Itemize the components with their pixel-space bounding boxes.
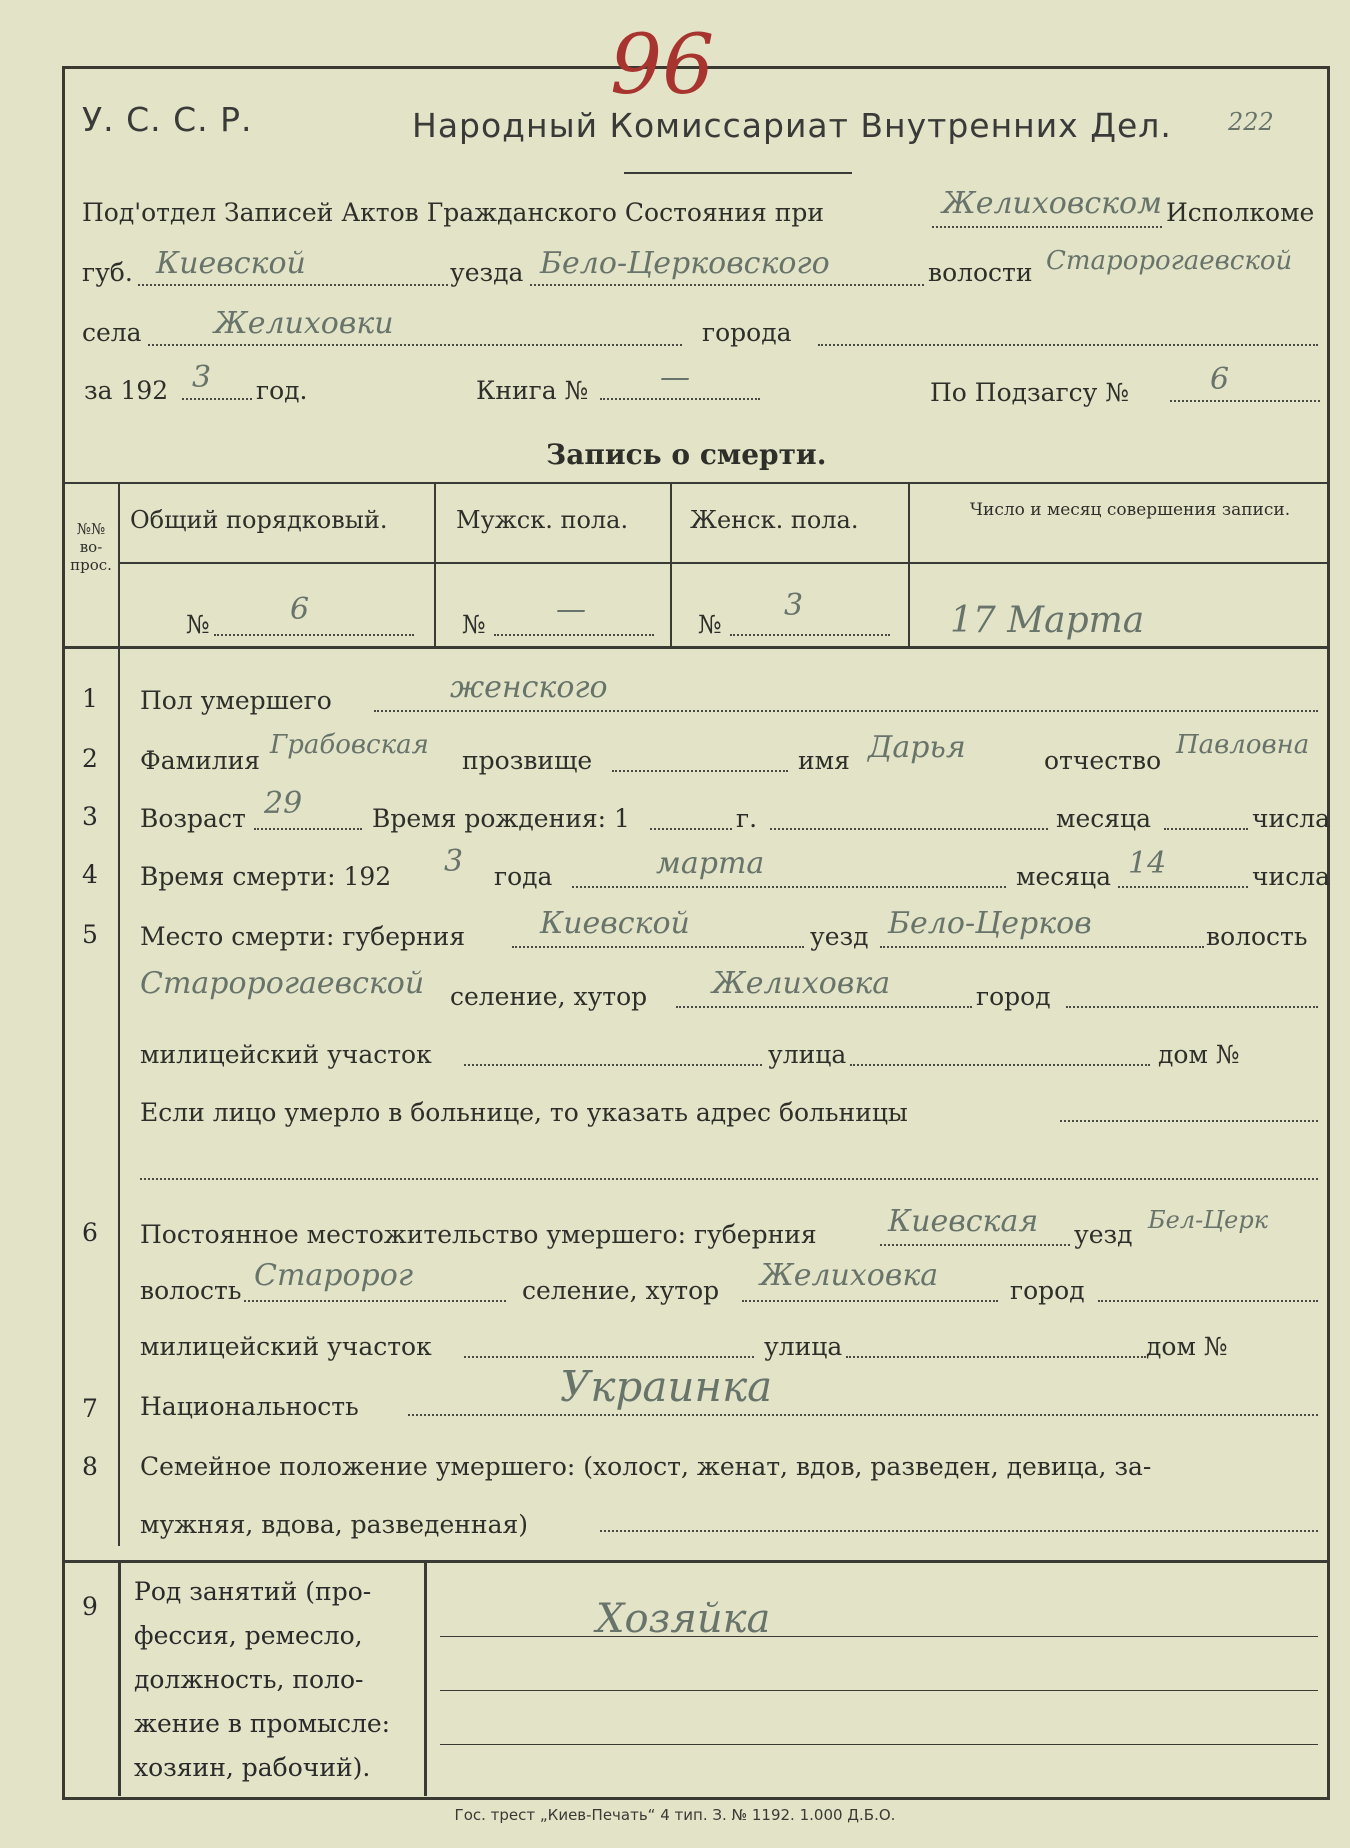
table-mid-line (118, 562, 1328, 564)
date-value: 17 Марта (950, 600, 1145, 641)
q6-label: Постоянное местожительство умершего: губерния (140, 1220, 817, 1249)
q6-militia-line (464, 1356, 754, 1358)
q5-uezd-line (880, 946, 1204, 948)
q5-gub-value: Киевской (540, 906, 690, 941)
q4-year-word: года (494, 862, 553, 891)
q3-age-line (254, 828, 362, 830)
q6-gub-value: Киевская (888, 1204, 1039, 1239)
year-line (182, 398, 252, 400)
row-number-8: 8 (82, 1452, 98, 1481)
q9-line1: Род занятий (про- (134, 1577, 372, 1606)
row-number-2: 2 (82, 744, 98, 773)
q6-house-label: дом № (1146, 1332, 1228, 1361)
q5-uezd-value: Бело-Церков (888, 906, 1092, 941)
q5-militia-line (464, 1064, 762, 1066)
volost-label: волости (928, 258, 1033, 287)
q6-uezd-label: уезд (1074, 1220, 1133, 1249)
q5-house-label: дом № (1158, 1040, 1240, 1069)
q8-line2: мужняя, вдова, разведенная) (140, 1510, 529, 1539)
column-divider-male (670, 482, 672, 646)
table-top-line (64, 482, 1328, 484)
q3-g: г. (736, 804, 758, 833)
subdept-label: Под'отдел Записей Актов Гражданского Состояния при (82, 198, 825, 227)
q2-name-label: имя (798, 746, 850, 775)
row-number-5: 5 (82, 920, 98, 949)
q5-street-label: улица (768, 1040, 847, 1069)
q6-village-label: селение, хутор (522, 1276, 720, 1305)
gub-line (138, 284, 448, 286)
q9-num-divider (118, 1560, 121, 1796)
q6-volost-line (244, 1300, 506, 1302)
book-label: Книга № (476, 376, 589, 405)
q9-line4: жение в промысле: (134, 1709, 391, 1738)
q4-month-value: марта (656, 846, 765, 881)
female-no-sign: № (698, 610, 722, 639)
volost-value: Старорогаевской (1046, 246, 1293, 276)
q9-line5: хозяин, рабочий). (134, 1753, 371, 1782)
selo-line (148, 344, 682, 346)
q4-year-value: 3 (444, 844, 464, 879)
q2-surname-value: Грабовская (270, 730, 429, 760)
q3-birth-line (650, 828, 732, 830)
q4-day-label: числа (1252, 862, 1330, 891)
q7-value: Украинка (560, 1362, 773, 1411)
q3-age-label: Возраст (140, 804, 246, 833)
male-value: — (556, 592, 586, 627)
q5-militia-label: милицейский участок (140, 1040, 432, 1069)
gub-value: Киевской (156, 246, 306, 281)
q5-city-label: город (976, 982, 1051, 1011)
q8-line1: Семейное положение умершего: (холост, женат, вдов, разведен, девица, за- (140, 1452, 1152, 1481)
commissariat-title: Народный Комиссариат Внутренних Дел. (412, 106, 1172, 145)
col-num-header: №№ во-прос. (70, 520, 112, 574)
q1-label: Пол умершего (140, 686, 332, 715)
q6-uezd-value: Бел-Церк (1148, 1206, 1269, 1234)
q7-line (408, 1414, 1318, 1416)
book-line (600, 398, 760, 400)
q5-hospital-label: Если лицо умерло в больнице, то указать адрес больницы (140, 1098, 908, 1127)
q5-volost-label: волость (1206, 922, 1308, 951)
row-number-1: 1 (82, 684, 98, 713)
column-divider-general (434, 482, 436, 646)
q5-hospital-line-2 (140, 1178, 1318, 1180)
q4-day-value: 14 (1128, 846, 1167, 881)
q6-street-label: улица (764, 1332, 843, 1361)
q4-month-label: месяца (1016, 862, 1111, 891)
q9-writing-line-2 (440, 1690, 1318, 1691)
subregistry-label: По Подзагсу № (930, 378, 1129, 407)
q5-street-line (850, 1064, 1150, 1066)
year-suffix: год. (256, 376, 308, 405)
uezd-value: Бело-Церковского (540, 246, 830, 281)
uezd-label: уезда (450, 258, 524, 287)
q9-writing-line-1 (440, 1636, 1318, 1637)
q5-village-label: селение, хутор (450, 982, 648, 1011)
q4-day-line (1118, 886, 1248, 888)
q6-village-value: Желиховка (760, 1258, 939, 1293)
corner-note: 222 (1228, 108, 1274, 136)
q2-patronymic-value: Павловна (1176, 730, 1310, 760)
female-line (730, 634, 890, 636)
male-no-sign: № (462, 610, 486, 639)
col-general-header: Общий порядковый. (130, 506, 388, 534)
q1-value: женского (450, 670, 608, 705)
q5-village-value: Желиховка (712, 966, 891, 1001)
q6-volost-label: волость (140, 1276, 242, 1305)
gorod-label: города (702, 318, 792, 347)
q9-top-line (64, 1560, 1328, 1563)
q3-day-line (1164, 828, 1248, 830)
year-value: 3 (192, 360, 212, 395)
q6-city-label: город (1010, 1276, 1085, 1305)
row-number-7: 7 (82, 1394, 98, 1423)
q5-volost-value: Старорогаевской (140, 966, 425, 1001)
q8-line (600, 1530, 1318, 1532)
q3-month-label: месяца (1056, 804, 1151, 833)
q9-line3: должность, поло- (134, 1665, 364, 1694)
q3-day-label: числа (1252, 804, 1330, 833)
q6-militia-label: милицейский участок (140, 1332, 432, 1361)
q6-city-line (1098, 1300, 1318, 1302)
q2-patronymic-label: отчество (1044, 746, 1162, 775)
q7-label: Национальность (140, 1392, 359, 1421)
row-number-6: 6 (82, 1218, 98, 1247)
col-date-header: Число и месяц совершения записи. (969, 500, 1291, 520)
q4-month-line (572, 886, 1006, 888)
general-value: 6 (290, 592, 310, 627)
column-divider-num (118, 482, 120, 1546)
q3-birthmonth-line (770, 828, 1048, 830)
q9-label-divider (424, 1560, 427, 1796)
q6-street-line (846, 1356, 1146, 1358)
q5-city-line (1066, 1006, 1318, 1008)
q5-label: Место смерти: губерния (140, 922, 466, 951)
gub-label: губ. (82, 258, 133, 287)
column-divider-female (908, 482, 910, 646)
q5-village-line (676, 1006, 972, 1008)
q3-birth-label: Время рождения: 1 (372, 804, 630, 833)
printer-footer: Гос. трест „Киев-Печать“ 4 тип. З. № 1192. 1.000 Д.Б.О. (454, 1806, 896, 1824)
q3-age-value: 29 (264, 786, 303, 821)
subdept-line (932, 226, 1162, 228)
q6-volost-value: Старорог (254, 1258, 413, 1293)
subdept-value: Желиховском (942, 186, 1162, 221)
ussr-title: У. С. С. Р. (82, 100, 253, 139)
col-female-header: Женск. пола. (690, 506, 859, 534)
q5-hospital-line (1060, 1120, 1318, 1122)
q6-village-line (742, 1300, 998, 1302)
female-value: 3 (784, 588, 804, 623)
q9-line2: фессия, ремесло, (134, 1621, 363, 1650)
q2-surname-label: Фамилия (140, 746, 261, 775)
record-title: Запись о смерти. (546, 438, 827, 471)
row-number-3: 3 (82, 802, 98, 831)
q4-label: Время смерти: 192 (140, 862, 392, 891)
executive-label: Исполкоме (1166, 198, 1315, 227)
gorod-line (818, 344, 1318, 346)
q5-uezd-label: уезд (810, 922, 869, 951)
q5-gub-line (512, 946, 804, 948)
general-no-sign: № (186, 610, 210, 639)
book-value: — (660, 360, 690, 395)
q9-value: Хозяйка (596, 1596, 771, 1642)
q9-writing-line-3 (440, 1744, 1318, 1745)
col-male-header: Мужск. пола. (456, 506, 629, 534)
selo-label: села (82, 318, 142, 347)
q2-name-value: Дарья (868, 730, 966, 765)
q2-nick-line (612, 770, 788, 772)
subregistry-value: 6 (1210, 362, 1230, 397)
general-line (214, 634, 414, 636)
year-prefix: за 192 (84, 376, 169, 405)
row-number-4: 4 (82, 860, 98, 889)
table-bottom-line (64, 646, 1328, 649)
q1-line (374, 710, 1318, 712)
subregistry-line (1170, 400, 1320, 402)
selo-value: Желиховки (214, 306, 394, 341)
uezd-line (530, 284, 924, 286)
row-number-9: 9 (82, 1592, 98, 1621)
q6-gub-line (880, 1244, 1070, 1246)
q2-nick-label: прозвище (462, 746, 593, 775)
title-underline (624, 172, 852, 174)
stamp-number: 96 (610, 18, 715, 113)
male-line (494, 634, 654, 636)
